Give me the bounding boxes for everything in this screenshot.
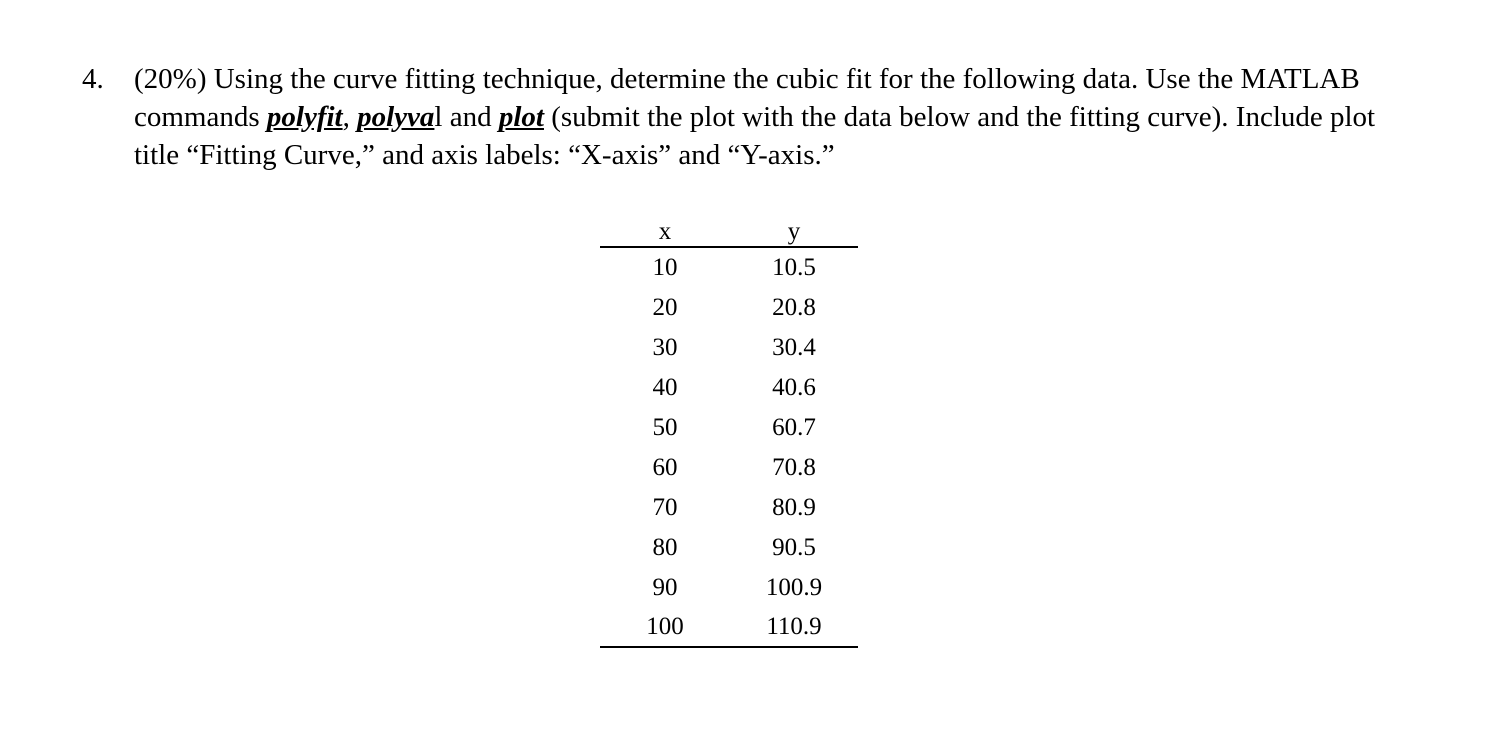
table-row — [600, 408, 858, 448]
command-polyfit: polyfit — [266, 101, 343, 133]
table-row — [600, 568, 858, 608]
cell-y: 40.6 — [772, 374, 816, 401]
cell-x: 20 — [652, 294, 678, 321]
problem-statement — [82, 60, 1402, 174]
problem-intro: (20%) Using the curve fitting technique, determine the cubic fit for the following data. Use the MATLAB commands — [134, 63, 1360, 133]
table-row — [600, 368, 858, 408]
command-polyval: polyva — [357, 101, 435, 133]
cell-x: 40 — [652, 374, 678, 401]
table-row — [600, 288, 858, 328]
problem-text — [134, 60, 1402, 174]
header-x: x — [600, 216, 730, 247]
table-row — [600, 608, 858, 647]
comma-separator: , — [342, 101, 350, 133]
cell-x: 60 — [652, 454, 678, 481]
cell-x: 30 — [652, 334, 678, 361]
cell-y: 20.8 — [772, 294, 816, 321]
cell-y: 110.9 — [730, 608, 858, 647]
table-row — [600, 488, 858, 528]
table-row — [600, 247, 858, 288]
command-polyval-tail: l — [434, 101, 443, 133]
problem-rest: (submit the plot with the data below and the fitting curve). Include plot title “Fitting Curve,” and axis labels: “X-axis” and “Y-axis.” — [134, 101, 1376, 171]
cell-y: 30.4 — [772, 334, 816, 361]
cell-y: 70.8 — [772, 454, 816, 481]
cell-y: 10.5 — [772, 254, 816, 281]
command-plot: plot — [498, 101, 544, 133]
table-row — [600, 448, 858, 488]
cell-y: 60.7 — [772, 414, 816, 441]
header-y: y — [730, 216, 858, 247]
cell-x: 10 — [652, 254, 678, 281]
data-table — [600, 216, 858, 648]
cell-x: 80 — [652, 534, 678, 561]
problem-number: 4. — [82, 63, 104, 95]
cell-x: 100 — [600, 608, 730, 647]
and-word: and — [449, 101, 492, 133]
cell-y: 100.9 — [765, 574, 823, 601]
table-row — [600, 328, 858, 368]
cell-x: 50 — [652, 414, 678, 441]
cell-y: 80.9 — [772, 494, 816, 521]
table-header-row — [600, 216, 858, 247]
cell-x: 90 — [652, 574, 678, 601]
cell-x: 70 — [652, 494, 678, 521]
cell-y: 90.5 — [772, 534, 816, 561]
table-row — [600, 528, 858, 568]
